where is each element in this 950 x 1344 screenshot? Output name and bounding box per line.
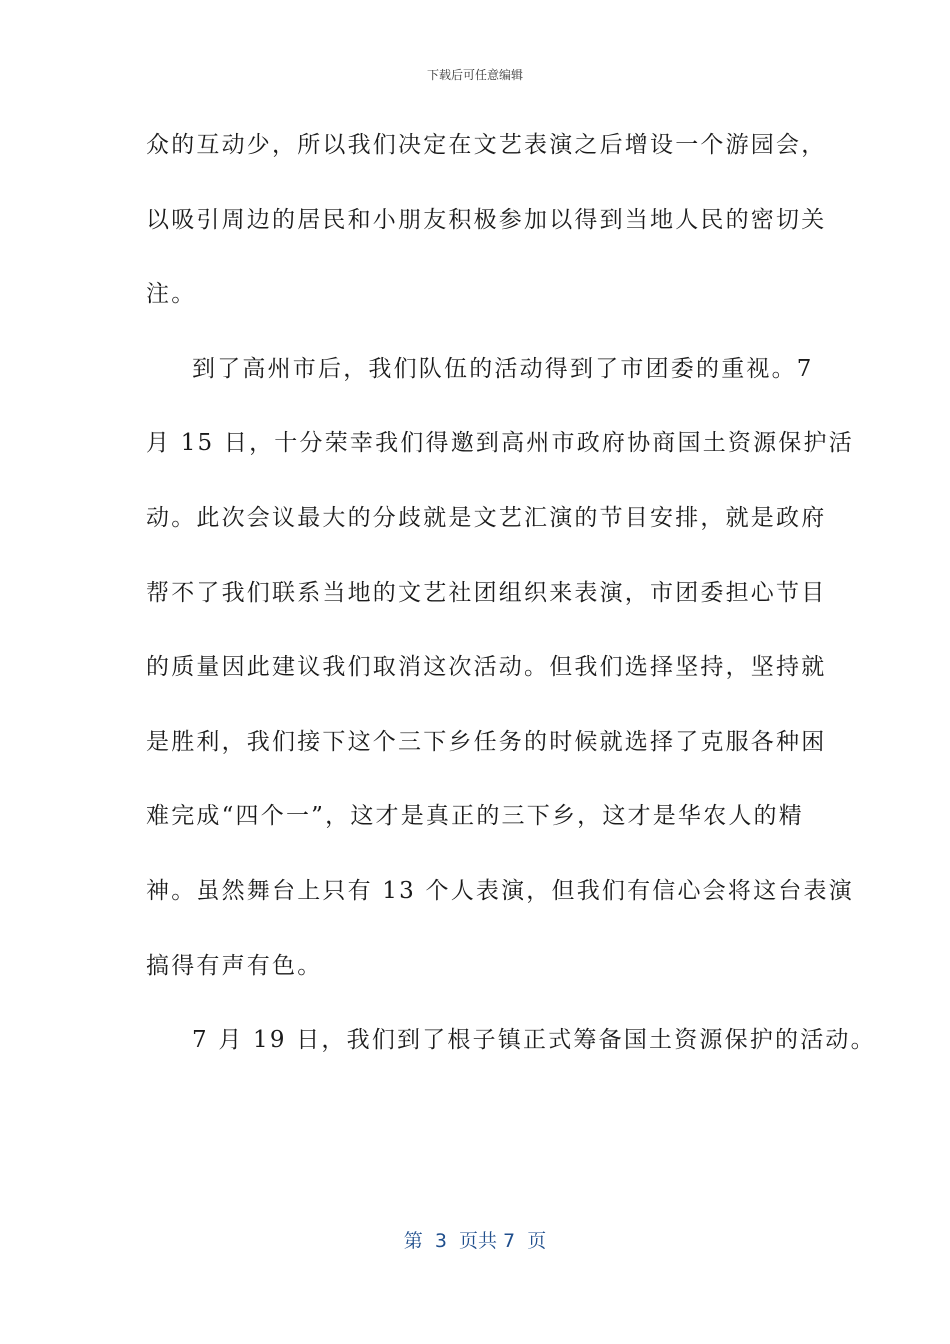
text-line: 动。此次会议最大的分歧就是文艺汇演的节目安排，就是政府	[146, 504, 827, 531]
text-line: 难完成“四个一”，这才是真正的三下乡，这才是华农人的精	[146, 803, 804, 830]
text-line: 搞得有声有色。	[146, 952, 323, 979]
text-line: 神。虽然舞台上只有 13 个人表演，但我们有信心会将这台表演	[146, 877, 854, 904]
page-number-footer: 第 3 页共 7 页	[403, 1230, 547, 1252]
document-body	[146, 124, 876, 1094]
text-line: 帮不了我们联系当地的文艺社团组织来表演，市团委担心节目	[146, 579, 827, 606]
page-header: 下载后可任意编辑	[426, 68, 523, 82]
text-line: 的质量因此建议我们取消这次活动。但我们选择坚持，坚持就	[146, 654, 827, 681]
text-line: 以吸引周边的居民和小朋友积极参加以得到当地人民的密切关	[146, 206, 827, 233]
paragraph-start-line: 7 月 19 日，我们到了根子镇正式筹备国土资源保护的活动。	[192, 1027, 876, 1054]
text-line: 众的互动少，所以我们决定在文艺表演之后增设一个游园会，	[146, 132, 827, 158]
paragraph-start-line: 到了高州市后，我们队伍的活动得到了市团委的重视。7	[192, 355, 814, 382]
text-line: 月 15 日，十分荣幸我们得邀到高州市政府协商国土资源保护活	[146, 430, 854, 457]
text-line: 注。	[146, 281, 197, 308]
text-line: 是胜利，我们接下这个三下乡任务的时候就选择了克服各种困	[146, 728, 827, 755]
